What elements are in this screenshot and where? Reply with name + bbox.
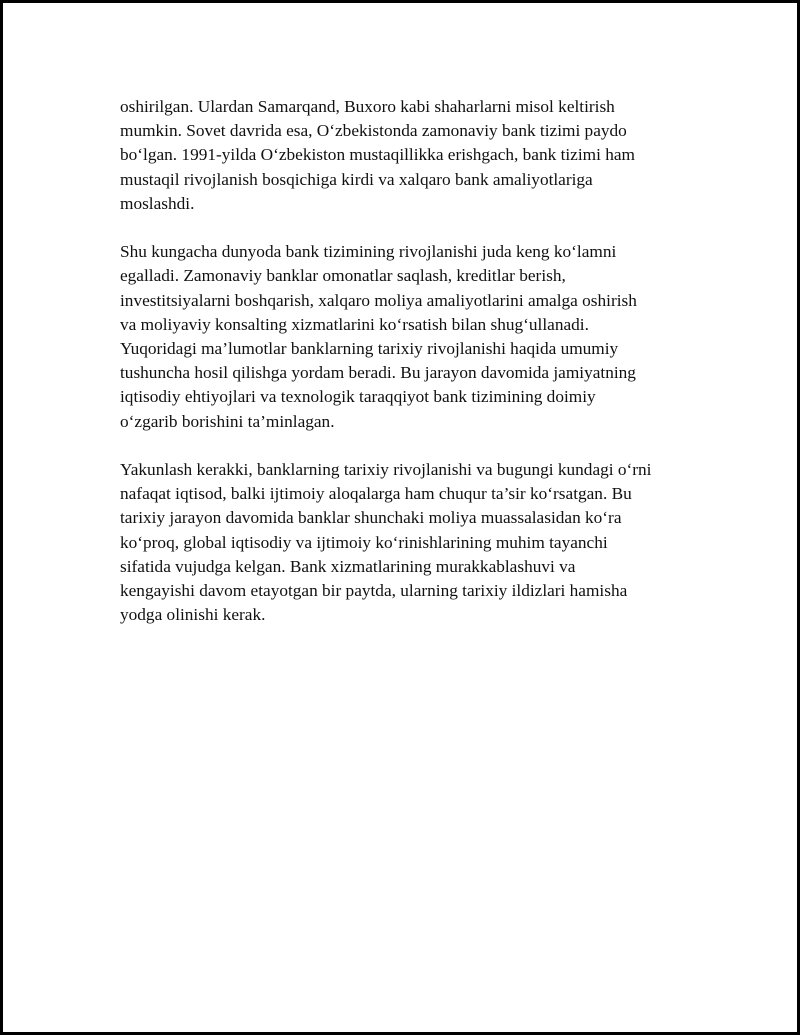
- paragraph-line: mustaqil rivojlanish bosqichiga kirdi va xalqaro bank amaliyotlariga: [120, 169, 593, 189]
- paragraph-line: nafaqat iqtisod, balki ijtimoiy aloqalarga ham chuqur ta’sir ko‘rsatgan. Bu: [120, 484, 632, 504]
- paragraph-line: ko‘proq, global iqtisodiy va ijtimoiy ko‘rinishlarining muhim tayanchi: [120, 532, 608, 552]
- paragraph-line: tarixiy jarayon davomida banklar shunchaki moliya muassalasidan ko‘ra: [120, 508, 622, 528]
- paragraph-line: oshirilgan. Ulardan Samarqand, Buxoro kabi shaharlarni misol keltirish: [120, 97, 615, 116]
- paragraph-line: Yakunlash kerakki, banklarning tarixiy rivojlanishi va bugungi kundagi o‘rni: [120, 460, 652, 480]
- paragraph-line: sifatida vujudga kelgan. Bank xizmatlarining murakkablashuvi va: [120, 556, 576, 576]
- paragraph-line: tushuncha hosil qilishga yordam beradi. Bu jarayon davomida jamiyatning: [120, 363, 636, 383]
- paragraph-line: egalladi. Zamonaviy banklar omonatlar saqlash, kreditlar berish,: [120, 266, 566, 286]
- paragraph-1: [120, 95, 700, 216]
- paragraph-line: va moliyaviy konsalting xizmatlarini ko‘rsatish bilan shug‘ullanadi.: [120, 314, 589, 334]
- paragraph-line: mumkin. Sovet davrida esa, O‘zbekistonda zamonaviy bank tizimi paydo: [120, 121, 627, 141]
- paragraph-line: yodga olinishi kerak.: [120, 605, 266, 625]
- paragraph-line: kengayishi davom etayotgan bir paytda, ularning tarixiy ildizlari hamisha: [120, 581, 628, 601]
- paragraph-2: [120, 240, 700, 434]
- paragraph-3: [120, 458, 700, 627]
- paragraph-line: Shu kungacha dunyoda bank tizimining rivojlanishi juda keng ko‘lamni: [120, 242, 617, 262]
- paragraph-line: moslashdi.: [120, 193, 195, 213]
- paragraph-line: iqtisodiy ehtiyojlari va texnologik taraqqiyot bank tizimining doimiy: [120, 387, 596, 407]
- paragraph-line: Yuqoridagi ma’lumotlar banklarning tarixiy rivojlanishi haqida umumiy: [120, 339, 619, 359]
- paragraph-line: bo‘lgan. 1991-yilda O‘zbekiston mustaqillikka erishgach, bank tizimi ham: [120, 145, 635, 165]
- document-body: [120, 95, 700, 652]
- paragraph-line: investitsiyalarni boshqarish, xalqaro moliya amaliyotlarini amalga oshirish: [120, 290, 637, 310]
- paragraph-line: o‘zgarib borishini ta’minlagan.: [120, 411, 335, 431]
